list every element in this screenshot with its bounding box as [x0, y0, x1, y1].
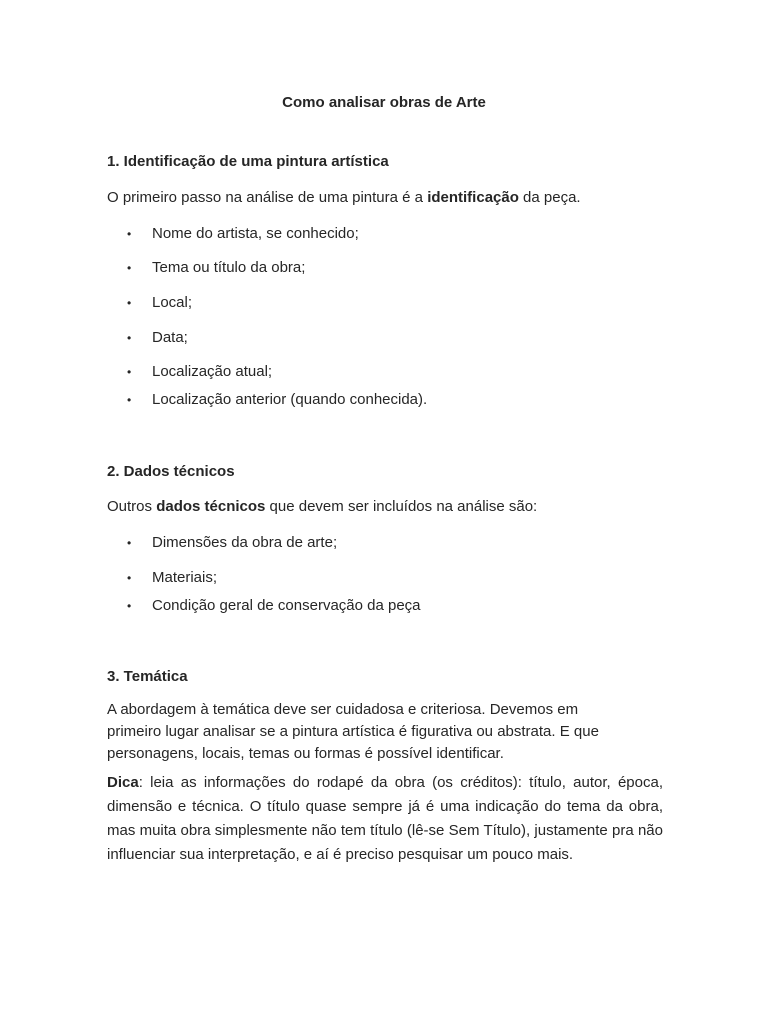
section-2-intro-bold: dados técnicos — [156, 498, 266, 515]
list-item-text: Dimensões da obra de arte; — [152, 534, 338, 551]
tip-paragraph — [107, 771, 663, 867]
section-1-intro-bold: identificação — [427, 189, 519, 206]
bullet-icon: • — [127, 227, 132, 241]
tip-label: Dica — [107, 774, 139, 791]
section-2-intro — [107, 495, 663, 519]
list-item-text: Data; — [152, 329, 188, 346]
section-3-heading: 3. Temática — [107, 668, 188, 685]
list-item — [127, 533, 337, 553]
bullet-icon: • — [127, 331, 132, 345]
list-item — [127, 293, 192, 313]
bullet-icon: • — [127, 571, 132, 585]
bullet-icon: • — [127, 296, 132, 310]
list-item — [127, 568, 217, 588]
section-2-heading: 2. Dados técnicos — [107, 463, 235, 480]
section-1-heading: 1. Identificação de uma pintura artística — [107, 153, 389, 170]
bullet-icon: • — [127, 261, 132, 275]
list-item-text: Tema ou título da obra; — [152, 259, 306, 276]
list-item — [127, 328, 188, 348]
document-title: Como analisar obras de Arte — [282, 94, 486, 111]
bullet-icon: • — [127, 536, 132, 550]
list-item — [127, 390, 427, 410]
list-item-text: Localização anterior (quando conhecida). — [152, 391, 428, 408]
section-1-intro-after: da peça. — [518, 189, 581, 206]
section-2-intro-after: que devem ser incluídos na análise são: — [265, 498, 538, 515]
list-item-text: Materiais; — [152, 569, 218, 586]
section-1-intro — [107, 186, 663, 210]
list-item-text: Local; — [152, 294, 193, 311]
list-item-text: Condição geral de conservação da peça — [152, 597, 421, 614]
bullet-icon: • — [127, 393, 132, 407]
list-item-text: Localização atual; — [152, 363, 273, 380]
bullet-icon: • — [127, 599, 132, 613]
list-item-text: Nome do artista, se conhecido; — [152, 225, 359, 242]
section-2-intro-before: Outros — [107, 498, 157, 515]
tip-text: : leia as informações do rodapé da obra (os créditos): título, autor, época, dimensão e técnica. O título quase sempre já é uma indicação do tema da obra, mas muita obra simplesmente não tem título (lê-se Sem Título), justamente pra não influenciar sua interpretação, e aí é preciso pesquisar um pouco mais. — [107, 774, 663, 863]
list-item — [127, 258, 305, 278]
list-item — [127, 224, 359, 244]
bullet-icon: • — [127, 365, 132, 379]
list-item — [127, 596, 421, 616]
section-3-paragraph: A abordagem à temática deve ser cuidadosa e criteriosa. Devemos em primeiro lugar analisar se a pintura artística é figurativa ou abstrata. E que personagens, locais, temas ou formas é possível identificar. — [107, 701, 599, 762]
section-1-intro-before: O primeiro passo na análise de uma pintura é a — [107, 189, 428, 206]
list-item — [127, 362, 272, 382]
